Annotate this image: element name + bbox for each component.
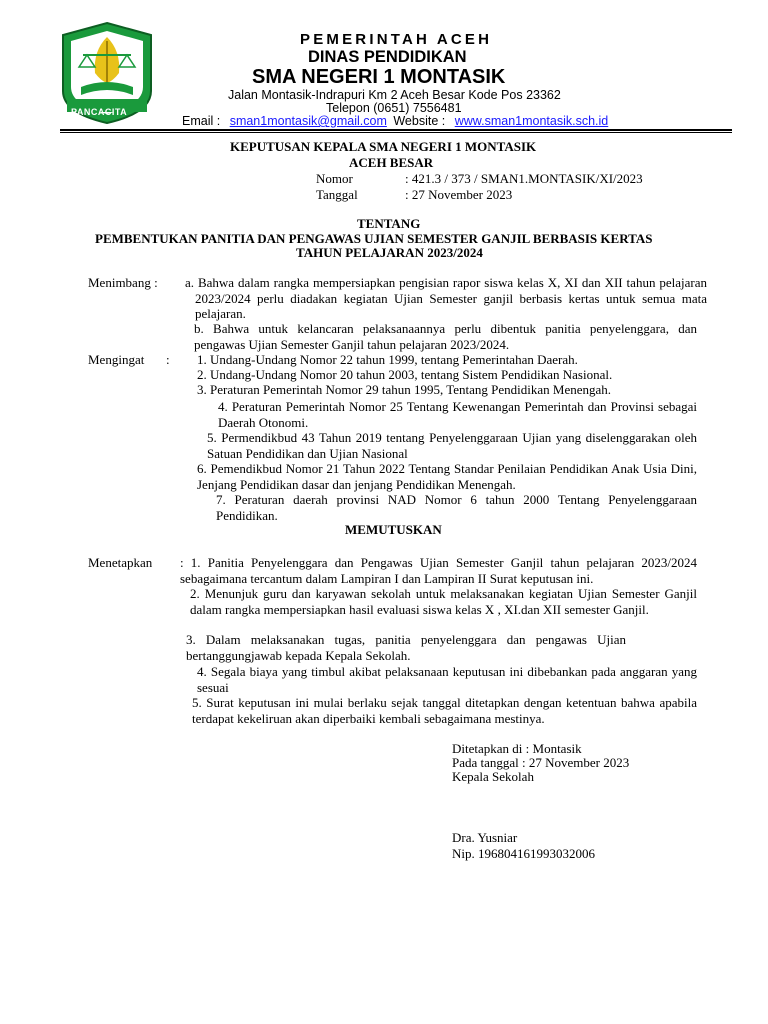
tanggal-value: : 27 November 2023 [405,187,513,202]
menetapkan-item-4: 4. Segala biaya yang timbul akibat pelaksanaan keputusan ini dibebankan pada anggaran yang sesuai [197,664,697,695]
website-link[interactable]: www.sman1montasik.sch.id [454,114,609,128]
menetapkan-item-1: : 1. Panitia Penyelenggara dan Pengawas Ujian Semester Ganjil tahun pelajaran 2023/2024 sebagaimana tercantum dalam Lampiran I dan Lampiran II Surat keputusan ini. [180,555,697,586]
letterhead-contact-line [182,114,608,128]
menimbang-label: Menimbang : [88,275,158,290]
decree-title: KEPUTUSAN KEPALA SMA NEGERI 1 MONTASIK [230,139,537,154]
nomor-label: Nomor [316,171,353,186]
menetapkan-label: Menetapkan [88,555,153,570]
menetapkan-item-3: 3. Dalam melaksanakan tugas, panitia penyelenggara dan pengawas Ujian bertanggungjawab kepada Kepala Sekolah. [186,632,626,663]
website-label: Website : [393,114,446,128]
letterhead-agency: DINAS PENDIDIKAN [308,48,467,66]
header-divider [60,129,732,131]
menimbang-item-b: b. Bahwa untuk kelancaran pelaksanaannya perlu dibentuk panitia penyelenggara, dan pengawas Ujian Semester Ganjil tahun pelajaran 2023/2024. [194,321,697,352]
mengingat-item-6: 6. Pemendikbud Nomor 21 Tahun 2022 Tentang Standar Penilaian Pendidikan Anak Usia Dini, Jenjang Pendidikan dasar dan jenjang Pendidikan Menengah. [197,461,697,492]
letterhead-school-name: SMA NEGERI 1 MONTASIK [252,66,506,88]
letterhead-government: PEMERINTAH ACEH [300,31,493,48]
school-emblem-logo [61,21,153,125]
signatory-nip: Nip. 196804161993032006 [452,846,595,861]
letterhead-phone: Telepon (0651) 7556481 [326,101,462,115]
email-label: Email : [182,114,221,128]
letterhead-address: Jalan Montasik-Indrapuri Km 2 Aceh Besar Kode Pos 23362 [228,88,561,102]
decree-subject: PEMBENTUKAN PANITIA DAN PENGAWAS UJIAN SEMESTER GANJIL BERBASIS KERTAS [95,231,653,246]
mengingat-item-7: 7. Peraturan daerah provinsi NAD Nomor 6 tahun 2000 Tentang Penyelenggaraan Pendidikan. [216,492,697,523]
nomor-value: : 421.3 / 373 / SMAN1.MONTASIK/XI/2023 [405,171,643,186]
mengingat-item-3: 3. Peraturan Pemerintah Nomor 29 tahun 1995, Tentang Pendidikan Menengah. [197,382,612,397]
header-divider-thin [60,132,732,133]
menimbang-item-a: a. Bahwa dalam rangka mempersiapkan pengisian rapor siswa kelas X, XI dan XII tahun pelajaran 2023/2024 perlu diadakan kegiatan Ujian Semester ganjil berbasis kertas untuk semua mata pelajaran. [185,275,707,321]
tentang-heading: TENTANG [357,216,421,231]
tanggal-label: Tanggal [316,187,358,202]
mengingat-label: Mengingat [88,352,145,367]
signatory-name: Dra. Yusniar [452,830,518,845]
email-link[interactable]: sman1montasik@gmail.com [229,114,387,128]
mengingat-item-4: 4. Peraturan Pemerintah Nomor 25 Tentang Kewenangan Pemerintah dan Provinsi sebagai Daerah Otonomi. [218,399,697,430]
decree-year: TAHUN PELAJARAN 2023/2024 [296,245,483,260]
memutuskan-heading: MEMUTUSKAN [345,522,442,537]
mengingat-item-2: 2. Undang-Undang Nomor 20 tahun 2003, tentang Sistem Pendidikan Nasional. [197,367,613,382]
menetapkan-item-2: 2. Menunjuk guru dan karyawan sekolah untuk melaksanakan kegiatan Ujian Semester Ganjil dalam rangka mempersiapkan hasil evaluasi siswa kelas X , XI.dan XII semester Ganjil. [190,586,697,617]
signature-position: Kepala Sekolah [452,769,534,784]
decree-region: ACEH BESAR [349,155,434,170]
logo-caption: PANCACITA [71,107,128,117]
mengingat-item-5: 5. Permendikbud 43 Tahun 2019 tentang Penyelenggaraan Ujian yang diselenggarakan oleh Satuan Pendidikan dan Ujian Nasional [207,430,697,461]
signature-date: Pada tanggal : 27 November 2023 [452,755,630,770]
mengingat-item-1: 1. Undang-Undang Nomor 22 tahun 1999, tentang Pemerintahan Daerah. [197,352,578,367]
menetapkan-item-5: 5. Surat keputusan ini mulai berlaku sejak tanggal ditetapkan dengan ketentuan bahwa apabila terdapat kekeliruan akan diperbaiki kembali sebagaimana mestinya. [192,695,697,726]
signature-place: Ditetapkan di : Montasik [452,741,582,756]
mengingat-colon: : [166,352,170,367]
